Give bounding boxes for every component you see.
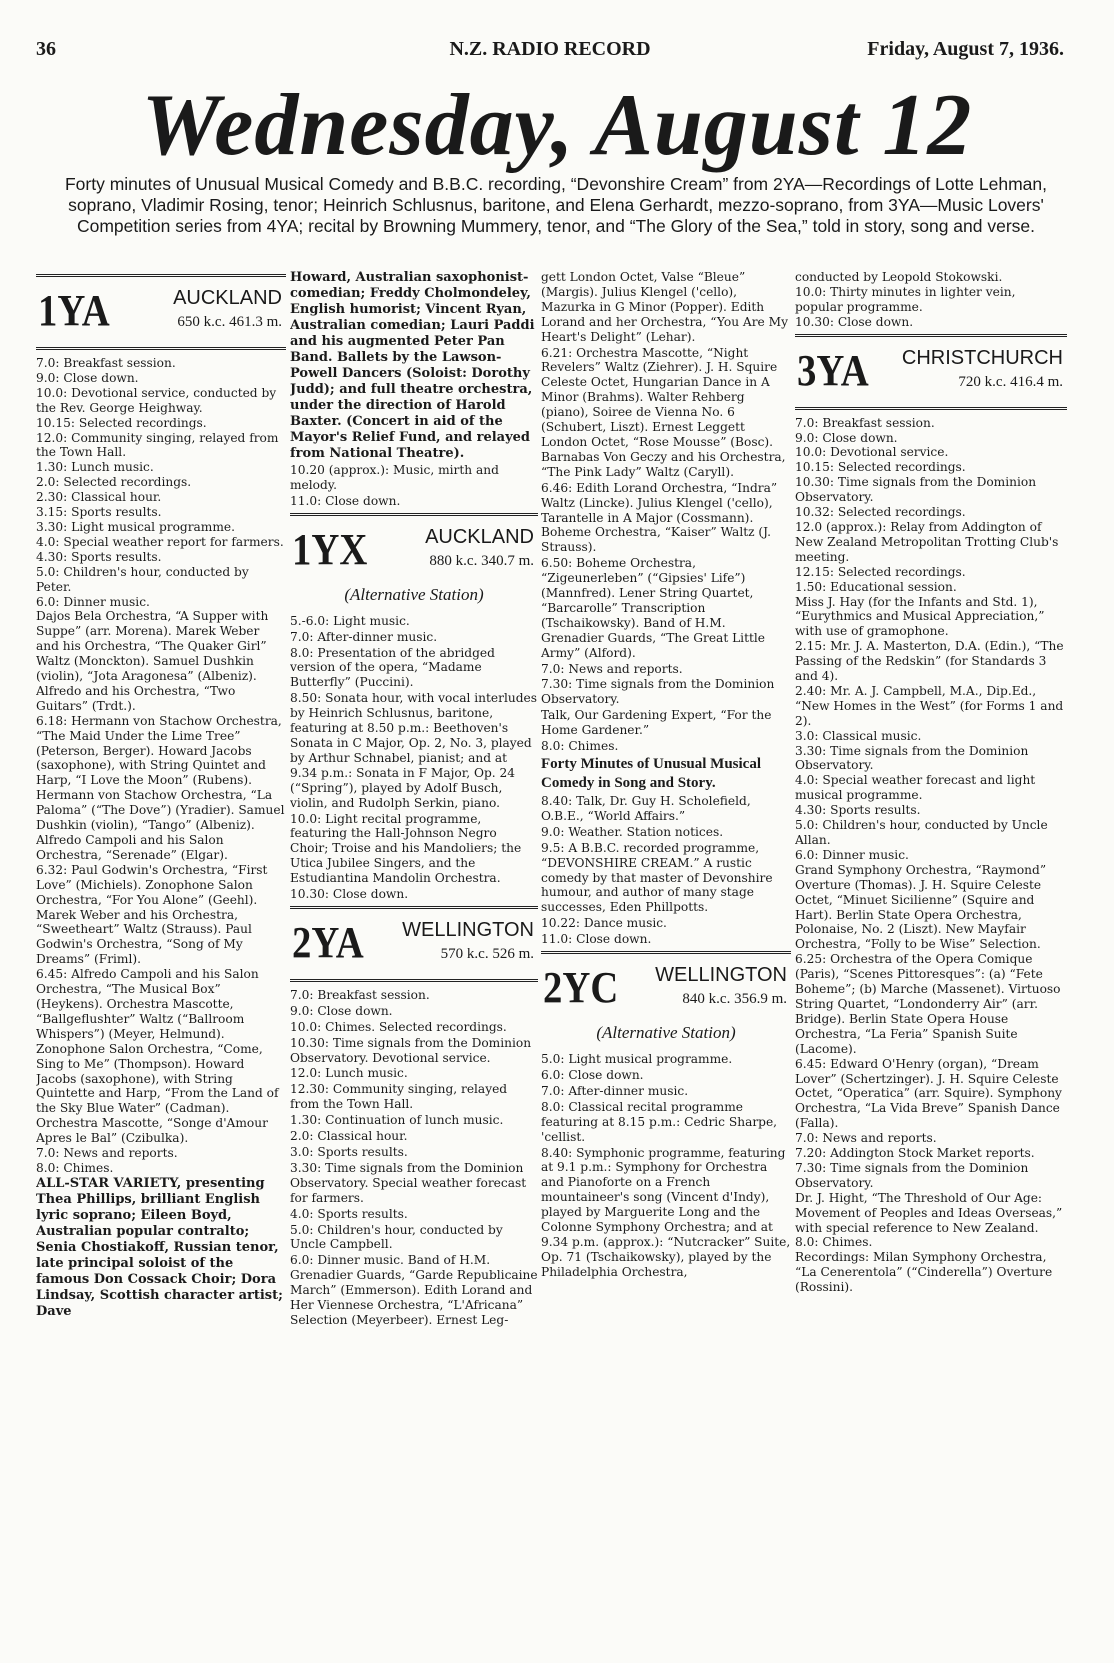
- column-2: [290, 270, 538, 1655]
- programme-item: 7.0: News and reports.: [541, 661, 683, 676]
- programme-item: 5.-6.0: Light music.: [290, 613, 410, 628]
- station-code: 1YX: [292, 524, 368, 574]
- station-header-1yx: [290, 522, 538, 582]
- programme-item: 6.32: Paul Godwin's Orchestra, “First Love” (Michiels). Zonophone Salon Orchestra, “For You Alone” (Geehl). Marek Weber and his Orchestra, “Sweetheart” Waltz (Strauss). Paul Godwin's Orchestra, “Song of My Dreams” (Friml).: [36, 862, 268, 967]
- programme-item: 10.15: Selected recordings.: [36, 415, 207, 430]
- programme-item: 6.18: Hermann von Stachow Orchestra, “The Maid Under the Lime Tree” (Peterson, Berger). Howard Jacobs (saxophone), with String Quintet and Harp, “I Love the Moon” (Rubens). Hermann von Stachow Orchestra, “La Paloma” (“The Dove”) (Yradier). Samuel Dushkin (violin), “Tango” (Albeniz). Alfredo Campoli and his Salon Orchestra, “Serenade” (Elgar).: [36, 713, 285, 862]
- station-header-2yc: [541, 960, 791, 1020]
- programme-item: conducted by Leopold Stokowski.: [795, 270, 1003, 284]
- programme-item: 11.0: Close down.: [290, 493, 401, 508]
- programme-item: 3.30: Time signals from the Dominion Observatory.: [795, 743, 1029, 773]
- programme-item: 5.0: Light musical programme.: [541, 1052, 733, 1067]
- divider: [36, 347, 286, 350]
- programme-item: 7.0: Breakfast session.: [795, 415, 935, 430]
- column-1: [36, 270, 286, 1655]
- programme-item: 8.0: Classical recital programme featuring at 8.15 p.m.: Cedric Sharpe, 'cellist.: [541, 1099, 778, 1144]
- issue-date: Friday, August 7, 1936.: [867, 38, 1064, 60]
- alternative-station-label: (Alternative Station): [344, 584, 484, 604]
- programme-item: 8.0: Presentation of the abridged version of the opera, “Madame Butterfly” (Puccini).: [290, 645, 495, 690]
- programme-item: 7.0: After-dinner music.: [290, 629, 438, 644]
- programme-item: 12.0 (approx.): Relay from Addington of New Zealand Metropolitan Trotting Club's meeting.: [795, 519, 1059, 564]
- programme-item: 9.5: A B.B.C. recorded programme, “DEVONSHIRE CREAM.” A rustic comedy by that master of Devonshire humour, and author of many stage successes, Eden Phillpotts.: [541, 840, 773, 915]
- programme-item: 2.0: Selected recordings.: [36, 475, 192, 490]
- programme-item: Talk, Our Gardening Expert, “For the Home Gardener.”: [541, 708, 772, 738]
- alternative-station-label: (Alternative Station): [596, 1023, 736, 1043]
- programme-item: 12.0: Community singing, relayed from the Town Hall.: [36, 430, 279, 460]
- programme-item: 10.30: Time signals from the Dominion Observatory.: [795, 475, 1037, 505]
- running-head: [36, 38, 1064, 60]
- programme-item: 10.32: Selected recordings.: [795, 505, 966, 520]
- programme-item: 1.30: Lunch music.: [36, 460, 154, 475]
- publication-name: N.Z. RADIO RECORD: [449, 38, 651, 60]
- programme-item: 8.0: Chimes.: [541, 739, 619, 754]
- programme-item: 6.0: Dinner music. Band of H.M. Grenadier Guards, “Garde Republicaine March” (Emmerson). Edith Lorand and Her Viennese Orchestra, “L'Africana” Selection (Meyerbeer). Ernest Leg-: [290, 1253, 538, 1327]
- programme-item: 11.0: Close down.: [541, 932, 652, 947]
- programme-item: 5.0: Children's hour, conducted by Uncle Campbell.: [290, 1222, 503, 1252]
- programme-item: 8.40: Talk, Dr. Guy H. Scholefield, O.B.E., “World Affairs.”: [541, 794, 751, 823]
- programme-item: 1.30: Continuation of lunch music.: [290, 1113, 504, 1128]
- programme-item: 6.45: Alfredo Campoli and his Salon Orchestra, “The Musical Box” (Heykens). Orchestra Mascotte, “Ballgeflushter” Waltz (“Ballroom Whispers”) (Meyer, Helmund). Zonophone Salon Orchestra, “Come, Sing to Me” (Thompson). Howard Jacobs (saxophone), with String Quintette and Harp, “From the Land of the Sky Blue Water” (Cadman). Orchestra Mascotte, “Songe d'Amour Apres le Bal” (Czibulka).: [36, 967, 279, 1146]
- column-4: [795, 270, 1067, 1655]
- station-city: WELLINGTON: [402, 918, 534, 941]
- programme-item: 9.0: Weather. Station notices.: [541, 824, 724, 839]
- divider: [795, 407, 1067, 410]
- station-city: AUCKLAND: [425, 525, 534, 548]
- programme-item: 9.0: Close down.: [795, 430, 898, 445]
- programme-item: 7.30: Time signals from the Dominion Observatory.: [795, 1160, 1029, 1190]
- station-city: AUCKLAND: [173, 287, 282, 309]
- programme-item: 7.30: Time signals from the Dominion Observatory.: [541, 677, 775, 707]
- programme-item: 10.0: Light recital programme, featuring the Hall-Johnson Negro Choir; Troise and his Mandoliers; the Utica Jubilee Singers, and the Estudiantina Mandolin Orchestra.: [290, 811, 522, 886]
- programme-item: 3.0: Classical music.: [795, 728, 922, 743]
- programme-item: Dr. J. Hight, “The Threshold of Our Age: Movement of Peoples and Ideas Overseas,” with special reference to New Zealand.: [795, 1190, 1063, 1235]
- divider: [541, 951, 791, 954]
- programme-item: 12.30: Community singing, relayed from the Town Hall.: [290, 1082, 508, 1112]
- programme-item: 1.50: Educational session.: [795, 579, 957, 594]
- station-frequency: 570 k.c. 526 m.: [440, 945, 534, 962]
- programme-item: 10.0: Chimes. Selected recordings.: [290, 1019, 507, 1034]
- station-header-1ya: [36, 283, 286, 343]
- programme-item: 7.0: News and reports.: [36, 1146, 178, 1161]
- programme-item: 7.0: Breakfast session.: [36, 356, 176, 370]
- programme-item: 8.0: Chimes.: [36, 1160, 114, 1175]
- programme-item: 8.40: Symphonic programme, featuring at 9.1 p.m.: Symphony for Orchestra and Pianoforte on a French mountaineer's song (Vincent d'Indy), played by Marguerite Long and the Colonne Symphony Orchestra; and at 9.34 p.m. (approx.): “Nutcracker” Suite, Op. 71 (Tschaikowsky), played by the Philadelphia Orchestra,: [541, 1145, 791, 1279]
- programme-item: 10.0: Devotional service.: [795, 445, 949, 460]
- programme-item: 6.45: Edward O'Henry (organ), “Dream Lover” (Schertzinger). J. H. Squire Celeste Octet, “Operatica” (arr. Squire). Symphony Orchestra, “La Vida Breve” Spanish Dance (Falla).: [795, 1056, 1062, 1131]
- programme-item: Grand Symphony Orchestra, “Raymond” Overture (Thomas). J. H. Squire Celeste Octet, “Minuet Sicilienne” (Squire and Hart). Berlin State Opera Orchestra, Polonaise, No. 2 (Liszt). New Mayfair Orchestra, “Folly to be Wise” Selection.: [795, 862, 1047, 952]
- divider: [36, 274, 286, 277]
- programme-item: 9.0: Close down.: [36, 370, 139, 385]
- featured-concert-continued: Howard, Australian saxophonist-comedian; Freddy Cholmondeley, English humorist; Vincent Ryan, Australian comedian; Lauri Paddi and his augmented Peter Pan Band. Ballets by the Lawson-Powell Dancers (Soloist: Dorothy Judd); and full theatre orchestra, under the direction of Harold Baxter. (Concert in aid of the Mayor's Relief Fund, and relayed from National Theatre).: [290, 270, 535, 461]
- programme-item: 3.0: Sports results.: [290, 1145, 408, 1159]
- divider: [290, 906, 538, 909]
- station-code: 1YA: [38, 286, 110, 335]
- station-city: CHRISTCHURCH: [901, 346, 1063, 369]
- programme-item: Dajos Bela Orchestra, “A Supper with Suppe” (arr. Morena). Marek Weber and his Orchestra, “The Quaker Girl” Waltz (Monckton). Samuel Dushkin (violin), “Jota Aragonesa” (Albeniz). Alfredo and his Orchestra, “Two Guitars” (Trdt.).: [36, 609, 269, 713]
- programme-item: 12.0: Lunch music.: [290, 1066, 408, 1081]
- programme-item: 7.0: After-dinner music.: [541, 1083, 689, 1098]
- programme-item: Miss J. Hay (for the Infants and Std. 1), “Eurythmics and Musical Appreciation,” with use of gramophone.: [795, 594, 1045, 639]
- programme-item: 10.20 (approx.): Music, mirth and melody.: [290, 463, 499, 492]
- featured-concert: ALL-STAR VARIETY, presenting Thea Phillips, brilliant English lyric soprano; Eileen Boyd, Australian popular contralto; Senia Chostiakoff, Russian tenor, late principal soloist of the famous Don Cossack Choir; Dora Lindsay, Scottish character artist; Dave: [36, 1175, 283, 1319]
- programme-item: 2.40: Mr. A. J. Campbell, M.A., Dip.Ed., “New Homes in the West” (for Forms 1 and 2).: [795, 683, 1064, 728]
- programme-item: 2.30: Classical hour.: [36, 490, 162, 505]
- divider: [290, 979, 538, 982]
- programme-item: 10.22: Dance music.: [541, 916, 667, 931]
- station-code: 3YA: [797, 345, 869, 395]
- station-code: 2YA: [292, 917, 364, 967]
- programme-item: 10.30: Close down.: [290, 887, 409, 902]
- programme-item: 3.30: Time signals from the Dominion Observatory. Special weather forecast for farmers.: [290, 1160, 527, 1205]
- programme-item: 4.0: Special weather report for farmers.: [36, 534, 284, 549]
- programme-item: 3.30: Light musical programme.: [36, 519, 236, 534]
- programme-item: 6.25: Orchestra of the Opera Comique (Paris), “Scenes Pittoresques”: (a) “Fete Boheme”; (b) Marche (Massenet). Virtuoso String Quartet, “Londonderry Air” (arr. Bridge). Berlin State Opera House Orchestra, “La Feria” Spanish Suite (Lacome).: [795, 952, 1061, 1056]
- page-number: 36: [36, 38, 56, 60]
- programme-item: 12.15: Selected recordings.: [795, 564, 966, 579]
- column-3: [541, 270, 791, 1655]
- programme-item: 10.0: Thirty minutes in lighter vein, popular programme.: [795, 284, 1016, 314]
- programme-item: 8.50: Sonata hour, with vocal interludes by Heinrich Schlusnus, baritone, featuring at 8.50 p.m.: Beethoven's Sonata in C Major, Op. 2, No. 3, played by Arthur Schnabel, pianist; and at 9.34 p.m.: Sonata in F Major, Op. 24 (“Spring”), played by Adolf Busch, violin, and Rudolph Serkin, piano.: [290, 691, 537, 810]
- programme-item: 6.46: Edith Lorand Orchestra, “Indra” Waltz (Lincke). Julius Klengel ('cello), Tarantelle in A Major (Cossmann). Boheme Orchestra, “Kaiser” Waltz (J. Strauss).: [541, 480, 778, 555]
- programme-item: 10.15: Selected recordings.: [795, 460, 966, 475]
- station-frequency: 880 k.c. 340.7 m.: [429, 552, 534, 569]
- page-title: Wednesday, August 12: [141, 77, 973, 174]
- programme-item: 4.0: Sports results.: [290, 1206, 408, 1221]
- programme-item: 8.0: Chimes.: [795, 1235, 873, 1250]
- station-frequency: 840 k.c. 356.9 m.: [682, 991, 787, 1008]
- station-header-3ya: [795, 343, 1067, 403]
- programme-item: 2.0: Classical hour.: [290, 1129, 408, 1144]
- programme-item: 6.0: Dinner music.: [36, 594, 150, 609]
- intro-paragraph: Forty minutes of Unusual Musical Comedy and B.B.C. recording, “Devonshire Cream” from 2YA—Recordings of Lotte Lehman, soprano, Vladimir Rosing, tenor; Heinrich Schlusnus, baritone, and Elena Gerhardt, mezzo-soprano, from 3YA—Music Lovers' Competition series from 4YA; recital by Browning Mummery, tenor, and “The Glory of the Sea,” told in story, song and verse.: [64, 174, 1048, 236]
- programme-item: 7.0: News and reports.: [795, 1131, 937, 1146]
- programme-item: 10.30: Time signals from the Dominion Observatory. Devotional service.: [290, 1035, 532, 1065]
- programme-item: 6.50: Boheme Orchestra, “Zigeunerleben” (“Gipsies' Life”) (Mannfred). Lener String Quartet, “Barcarolle” Transcription (Tschaikowsky). Band of H.M. Grenadier Guards, “The Great Little Army” (Alford).: [541, 556, 765, 660]
- programme-item: 2.15: Mr. J. A. Masterton, D.A. (Edin.), “The Passing of the Redskin” (for Standards 3 and 4).: [795, 639, 1064, 684]
- station-city: WELLINGTON: [655, 964, 787, 987]
- programme-item: 10.0: Devotional service, conducted by the Rev. George Heighway.: [36, 385, 277, 415]
- programme-item: 6.21: Orchestra Mascotte, “Night Revelers” Waltz (Ziehrer). J. H. Squire Celeste Octet, Hungarian Dance in A Minor (Brahms). Walter Rehberg (piano), Soiree de Vienna No. 6 (Schubert, Liszt). Ernest Leggett London Octet, “Rose Mousse” (Bosc). Barnabas Von Geczy and his Orchestra, “The Pink Lady” Waltz (Caryll).: [541, 345, 786, 479]
- programme-item: 6.0: Dinner music.: [795, 847, 909, 862]
- programme-item: 4.30: Sports results.: [795, 803, 921, 818]
- programme-item: 4.30: Sports results.: [36, 549, 162, 564]
- programme-item: 10.30: Close down.: [795, 314, 914, 329]
- programme-item: 5.0: Children's hour, conducted by Peter.: [36, 564, 249, 594]
- programme-item: Recordings: Milan Symphony Orchestra, “La Cenerentola” (“Cinderella”) Overture (Rossini).: [795, 1250, 1053, 1295]
- station-code: 2YC: [543, 963, 619, 1013]
- programme-item: gett London Octet, Valse “Bleue” (Margis). Julius Klengel ('cello), Mazurka in G Minor (Popper). Edith Lorand and her Orchestra, “You Are My Heart's Delight” (Lehar).: [541, 270, 788, 344]
- programme-item: 4.0: Special weather forecast and light musical programme.: [795, 773, 1036, 803]
- divider: [290, 513, 538, 516]
- station-frequency: 720 k.c. 416.4 m.: [958, 373, 1063, 390]
- station-header-2ya: [290, 915, 538, 975]
- programme-item: 6.0: Close down.: [541, 1067, 644, 1082]
- programme-item: 7.0: Breakfast session.: [290, 987, 430, 1002]
- feature-heading: Forty Minutes of Unusual Musical Comedy in Song and Story.: [541, 756, 762, 791]
- station-frequency: 650 k.c. 461.3 m.: [177, 314, 282, 330]
- programme-item: 9.0: Close down.: [290, 1003, 393, 1018]
- programme-item: 5.0: Children's hour, conducted by Uncle Allan.: [795, 818, 1048, 847]
- programme-item: 7.20: Addington Stock Market reports.: [795, 1146, 1035, 1161]
- programme-item: 3.15: Sports results.: [36, 505, 162, 520]
- divider: [795, 334, 1067, 337]
